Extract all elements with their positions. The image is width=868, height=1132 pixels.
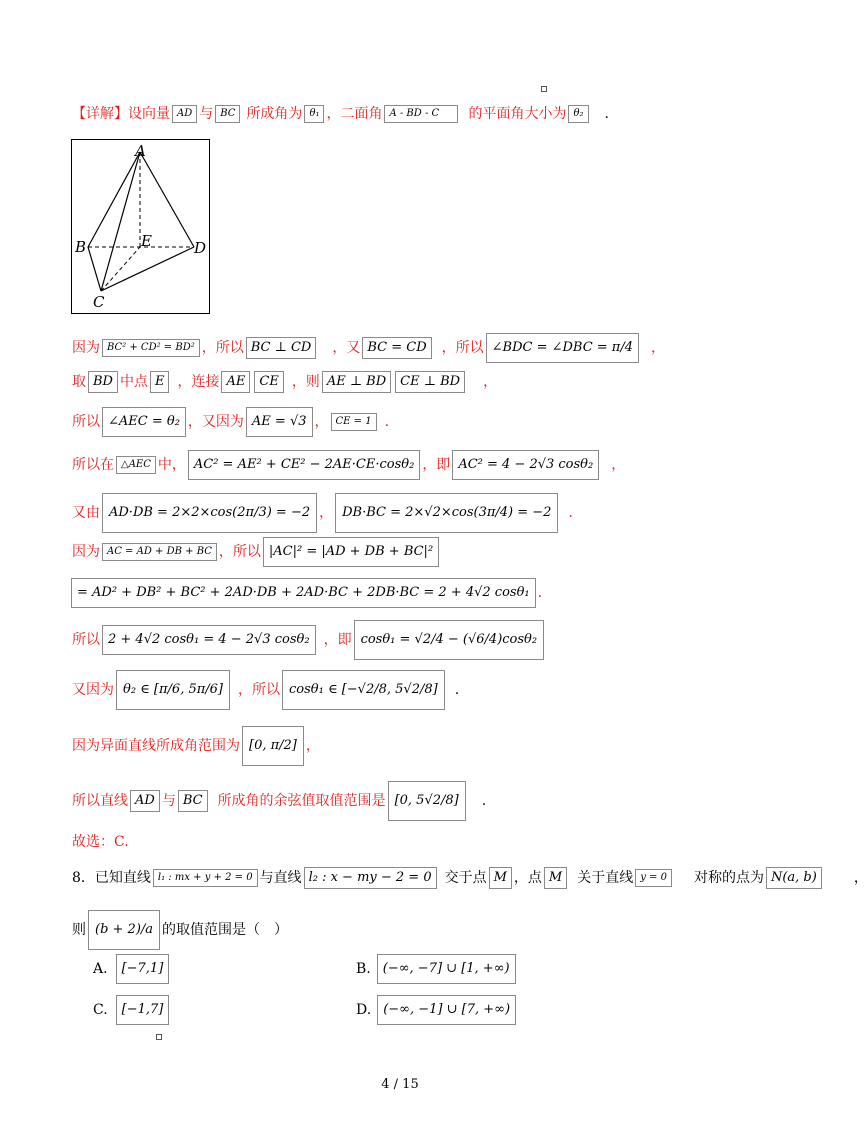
vertex-D: D xyxy=(194,239,207,257)
text-fragment: 又因为 xyxy=(72,682,114,698)
text-fragment: 与 xyxy=(199,106,214,122)
text-fragment: ，二面角 xyxy=(326,106,383,122)
text-fragment: ，所以 xyxy=(441,340,484,356)
solution-line xyxy=(72,371,497,393)
formula-box: BC ⊥ CD xyxy=(246,337,317,359)
text-fragment: . xyxy=(481,793,487,809)
text-fragment: ， xyxy=(611,457,626,473)
formula-box: BC xyxy=(178,790,208,812)
text-fragment: 所以直线 xyxy=(72,793,128,809)
point-E: E xyxy=(141,232,152,250)
formula-box: AE ⊥ BD xyxy=(322,371,391,393)
formula-box: CE ⊥ BD xyxy=(395,371,465,393)
formula-box: [0, π/2] xyxy=(242,726,304,766)
tetrahedron-figure xyxy=(71,139,210,314)
text-fragment: 故选：C. xyxy=(72,834,129,850)
solution-line xyxy=(71,578,542,608)
question-line xyxy=(72,867,868,889)
option-value: [−1,7] xyxy=(116,995,170,1025)
option-value: [−7,1] xyxy=(116,954,170,984)
formula-box: 2 + 4√2 cosθ₁ = 4 − 2√3 cosθ₂ xyxy=(102,625,316,655)
formula-box: [0, 5√2/8] xyxy=(388,781,466,821)
option-d[interactable] xyxy=(356,995,518,1025)
text-fragment: 所成角为 xyxy=(246,106,303,122)
formula-box: AC² = 4 − 2√3 cosθ₂ xyxy=(452,450,599,480)
text-fragment: 因为 xyxy=(72,340,100,356)
question-line xyxy=(72,910,288,950)
text-fragment: ， xyxy=(651,340,666,356)
text-fragment: ，即 xyxy=(422,457,451,473)
formula-box: A - BD - C xyxy=(384,105,458,123)
formula-box: △AEC xyxy=(116,456,156,474)
solution-line xyxy=(72,450,625,480)
formula-box: E xyxy=(150,371,170,393)
formula-box: (b + 2)/a xyxy=(88,910,160,950)
formula-box: AE = √3 xyxy=(246,407,313,437)
text-fragment: ， xyxy=(483,374,498,390)
formula-box: AC = AD + DB + BC xyxy=(102,543,217,561)
text-fragment: ，所以 xyxy=(218,544,261,560)
text-fragment: 与 xyxy=(161,793,176,809)
vertex-C: C xyxy=(93,293,105,311)
option-b[interactable] xyxy=(356,954,518,984)
text-fragment: 交于点 xyxy=(444,870,487,886)
vertex-B: B xyxy=(75,238,87,256)
option-c[interactable] xyxy=(93,995,171,1025)
formula-box: AC² = AE² + CE² − 2AE·CE·cosθ₂ xyxy=(188,450,420,480)
option-value: (−∞, −1] ∪ [7, +∞) xyxy=(377,995,516,1025)
text-fragment: 中， xyxy=(157,457,186,473)
text-fragment: . xyxy=(537,585,543,601)
edit-marker xyxy=(541,86,547,92)
text-fragment: ，即 xyxy=(323,632,352,648)
solution-line xyxy=(72,407,389,437)
formula-box: M xyxy=(489,867,512,889)
text-fragment: ， xyxy=(853,870,868,886)
formula-box: N(a, b) xyxy=(766,867,822,889)
text-fragment: ，又 xyxy=(332,340,361,356)
formula-box: DB·BC = 2×√2×cos(3π/4) = −2 xyxy=(335,493,558,533)
tetrahedron-diagram xyxy=(72,140,209,313)
text-fragment: ， xyxy=(305,738,320,754)
text-fragment: ，所以 xyxy=(201,340,244,356)
formula-box: cosθ₁ ∈ [−√2/8, 5√2/8] xyxy=(282,670,445,710)
edit-marker xyxy=(156,1034,162,1040)
text-fragment: . xyxy=(568,505,573,521)
formula-box: cosθ₁ = √2/4 − (√6/4)cosθ₂ xyxy=(354,620,545,660)
answer-line xyxy=(72,832,129,852)
text-fragment: A. xyxy=(93,961,108,977)
solution-line xyxy=(72,493,573,533)
text-fragment: 所以 xyxy=(72,414,100,430)
text-fragment: 8．已知直线 xyxy=(72,870,151,886)
formula-box: CE = 1 xyxy=(331,413,377,431)
text-fragment: 因为异面直线所成角范围为 xyxy=(72,738,240,754)
text-fragment: 与直线 xyxy=(259,870,302,886)
text-fragment: C. xyxy=(93,1002,108,1018)
text-fragment: ，连接 xyxy=(177,374,220,390)
page-number: 4 / 15 xyxy=(381,1077,419,1092)
vertex-A: A xyxy=(135,142,146,160)
text-fragment: . xyxy=(384,414,390,430)
text-fragment: 因为 xyxy=(72,544,100,560)
text-fragment: ， xyxy=(319,505,334,521)
formula-box: AD xyxy=(172,105,197,123)
option-value: (−∞, −7] ∪ [1, +∞) xyxy=(377,954,516,984)
text-fragment: 中点 xyxy=(119,374,148,390)
text-fragment: ，所以 xyxy=(238,682,280,698)
formula-box: l₁ : mx + y + 2 = 0 xyxy=(153,869,258,887)
formula-box: = AD² + DB² + BC² + 2AD·DB + 2AD·BC + 2DB·BC = 2 + 4√2 cosθ₁ xyxy=(71,578,536,608)
formula-box: CE xyxy=(254,371,283,393)
formula-box: l₂ : x − my − 2 = 0 xyxy=(304,867,437,889)
text-fragment: ，又因为 xyxy=(187,414,244,430)
text-fragment: . xyxy=(604,106,609,122)
formula-box: BD xyxy=(88,371,118,393)
formula-box: BC = CD xyxy=(362,337,431,359)
solution-line xyxy=(72,333,665,363)
text-fragment: 所成角的余弦值取值范围是 xyxy=(217,793,386,809)
solution-line xyxy=(72,537,441,567)
text-fragment: ，点 xyxy=(513,870,542,886)
text-fragment: 的取值范围是（ ） xyxy=(162,922,289,938)
text-fragment: 所以在 xyxy=(72,457,114,473)
text-fragment: 设向量 xyxy=(128,106,170,122)
formula-box: M xyxy=(544,867,567,889)
text-fragment: 关于直线 xyxy=(577,870,634,886)
formula-box: AD·DB = 2×2×cos(2π/3) = −2 xyxy=(102,493,317,533)
text-fragment: 则 xyxy=(72,922,86,938)
formula-box: θ₂ ∈ [π/6, 5π/6] xyxy=(116,670,230,710)
formula-box: y = 0 xyxy=(635,869,672,887)
text-fragment: . xyxy=(454,682,460,698)
solution-line xyxy=(72,670,459,710)
detail-label: 【详解】 xyxy=(72,106,128,122)
formula-box: ∠AEC = θ₂ xyxy=(102,407,186,437)
solution-line xyxy=(72,781,486,821)
solution-line xyxy=(72,620,546,660)
solution-line xyxy=(72,726,320,766)
text-fragment: ，则 xyxy=(291,374,320,390)
formula-box: AD xyxy=(130,790,160,812)
text-fragment: B. xyxy=(356,961,371,977)
text-fragment: 的平面角大小为 xyxy=(468,106,567,122)
formula-box: BC xyxy=(215,105,240,123)
text-fragment: 又由 xyxy=(72,505,100,521)
formula-box: BC² + CD² = BD² xyxy=(102,339,200,357)
option-a[interactable] xyxy=(93,954,171,984)
text-fragment: D. xyxy=(356,1002,372,1018)
detail-line xyxy=(72,104,609,124)
formula-box: ∠BDC = ∠DBC = π/4 xyxy=(486,333,639,363)
formula-box: AE xyxy=(221,371,250,393)
formula-box: |AC|² = |AD + DB + BC|² xyxy=(263,537,439,567)
text-fragment: ， xyxy=(314,414,329,430)
formula-box: θ₂ xyxy=(568,105,588,123)
formula-box: θ₁ xyxy=(304,105,324,123)
text-fragment: 对称的点为 xyxy=(693,870,764,886)
text-fragment: 取 xyxy=(72,374,86,390)
text-fragment: 所以 xyxy=(72,632,100,648)
